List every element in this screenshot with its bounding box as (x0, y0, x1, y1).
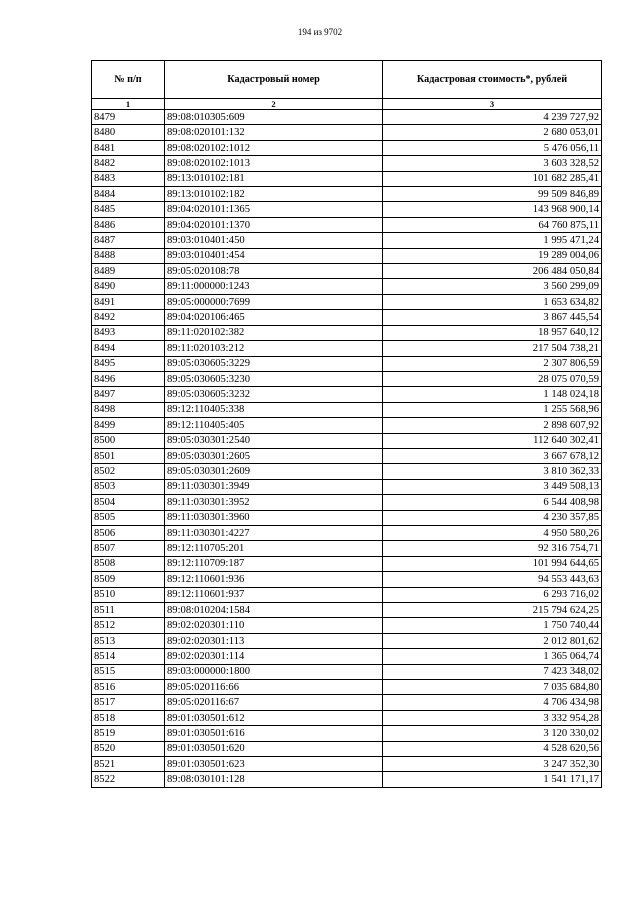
cadastral-value-cell: 3 247 352,30 (383, 757, 602, 772)
table-row (92, 294, 602, 309)
cadastral-number-cell: 89:05:030301:2605 (165, 448, 383, 463)
row-number-cell: 8516 (92, 680, 165, 695)
cadastral-value-cell: 3 332 954,28 (383, 710, 602, 725)
table-row (92, 264, 602, 279)
table-row (92, 356, 602, 371)
cadastral-value-cell: 3 810 362,33 (383, 464, 602, 479)
cadastral-value-cell: 92 316 754,71 (383, 541, 602, 556)
cadastral-value-cell: 2 012 801,62 (383, 633, 602, 648)
cadastral-number-cell: 89:05:030301:2540 (165, 433, 383, 448)
cadastral-value-cell: 217 504 738,21 (383, 341, 602, 356)
table-row (92, 572, 602, 587)
row-number-cell: 8519 (92, 726, 165, 741)
table-row (92, 371, 602, 386)
cadastral-number-cell: 89:05:020116:66 (165, 680, 383, 695)
cadastral-number-cell: 89:12:110405:338 (165, 402, 383, 417)
cadastral-number-cell: 89:08:020101:132 (165, 125, 383, 140)
table-row (92, 310, 602, 325)
table-row (92, 556, 602, 571)
cadastral-number-cell: 89:04:020101:1370 (165, 217, 383, 232)
cadastral-value-cell: 2 680 053,01 (383, 125, 602, 140)
row-number-cell: 8501 (92, 448, 165, 463)
row-number-cell: 8479 (92, 110, 165, 125)
table-row (92, 525, 602, 540)
table-header-row (92, 61, 602, 99)
cadastral-value-cell: 1 365 064,74 (383, 649, 602, 664)
cadastral-value-cell: 19 289 004,06 (383, 248, 602, 263)
cadastral-number-cell: 89:02:020301:113 (165, 633, 383, 648)
table-row (92, 757, 602, 772)
row-number-cell: 8492 (92, 310, 165, 325)
cadastral-value-cell: 3 449 508,13 (383, 479, 602, 494)
cadastral-number-cell: 89:03:010401:450 (165, 233, 383, 248)
row-number-cell: 8518 (92, 710, 165, 725)
row-number-cell: 8508 (92, 556, 165, 571)
cadastral-value-cell: 28 075 070,59 (383, 371, 602, 386)
table-row (92, 695, 602, 710)
cadastral-value-cell: 94 553 443,63 (383, 572, 602, 587)
cadastral-number-cell: 89:11:000000:1243 (165, 279, 383, 294)
cadastral-value-cell: 2 307 806,59 (383, 356, 602, 371)
cadastral-value-cell: 1 750 740,44 (383, 618, 602, 633)
table-row (92, 448, 602, 463)
row-number-cell: 8496 (92, 371, 165, 386)
row-number-cell: 8484 (92, 187, 165, 202)
cadastral-value-cell: 101 994 644,65 (383, 556, 602, 571)
cadastral-number-cell: 89:11:030301:3960 (165, 510, 383, 525)
cadastral-number-cell: 89:11:030301:3952 (165, 495, 383, 510)
cadastral-value-cell: 1 541 171,17 (383, 772, 602, 787)
row-number-cell: 8503 (92, 479, 165, 494)
cadastral-number-cell: 89:08:020102:1013 (165, 156, 383, 171)
table-row (92, 418, 602, 433)
cadastral-value-cell: 1 148 024,18 (383, 387, 602, 402)
cadastral-value-cell: 1 653 634,82 (383, 294, 602, 309)
column-number-row (92, 99, 602, 110)
cadastral-number-cell: 89:08:020102:1012 (165, 140, 383, 155)
cadastral-value-cell: 3 603 328,52 (383, 156, 602, 171)
cadastral-number-cell: 89:05:000000:7699 (165, 294, 383, 309)
row-number-cell: 8481 (92, 140, 165, 155)
cadastral-value-cell: 215 794 624,25 (383, 603, 602, 618)
table-row (92, 156, 602, 171)
row-number-cell: 8520 (92, 741, 165, 756)
table-row (92, 726, 602, 741)
column-number-1: 1 (92, 99, 165, 110)
cadastral-number-cell: 89:04:020101:1365 (165, 202, 383, 217)
table-row (92, 140, 602, 155)
cadastral-number-cell: 89:08:010204:1584 (165, 603, 383, 618)
cadastral-value-cell: 4 706 434,98 (383, 695, 602, 710)
header-cadastral-value: Кадастровая стоимость*, рублей (383, 61, 602, 99)
cadastral-value-table (91, 60, 602, 788)
cadastral-value-cell: 3 867 445,54 (383, 310, 602, 325)
cadastral-number-cell: 89:11:020102:382 (165, 325, 383, 340)
cadastral-number-cell: 89:11:030301:4227 (165, 525, 383, 540)
cadastral-number-cell: 89:05:030605:3229 (165, 356, 383, 371)
row-number-cell: 8509 (92, 572, 165, 587)
row-number-cell: 8499 (92, 418, 165, 433)
row-number-cell: 8480 (92, 125, 165, 140)
table-row (92, 187, 602, 202)
row-number-cell: 8489 (92, 264, 165, 279)
table-row (92, 510, 602, 525)
cadastral-value-cell: 1 255 568,96 (383, 402, 602, 417)
cadastral-number-cell: 89:05:030605:3232 (165, 387, 383, 402)
table-row (92, 741, 602, 756)
cadastral-value-cell: 4 950 580,26 (383, 525, 602, 540)
table-row (92, 217, 602, 232)
row-number-cell: 8490 (92, 279, 165, 294)
table-row (92, 387, 602, 402)
table-row (92, 680, 602, 695)
row-number-cell: 8497 (92, 387, 165, 402)
cadastral-value-cell: 18 957 640,12 (383, 325, 602, 340)
cadastral-number-cell: 89:05:020116:67 (165, 695, 383, 710)
table-row (92, 171, 602, 186)
cadastral-value-cell: 7 423 348,02 (383, 664, 602, 679)
row-number-cell: 8517 (92, 695, 165, 710)
row-number-cell: 8521 (92, 757, 165, 772)
table-row (92, 495, 602, 510)
row-number-cell: 8495 (92, 356, 165, 371)
header-cadastral-number: Кадастровый номер (165, 61, 383, 99)
table-row (92, 279, 602, 294)
column-number-3: 3 (383, 99, 602, 110)
cadastral-number-cell: 89:01:030501:616 (165, 726, 383, 741)
table-row (92, 710, 602, 725)
table-row (92, 587, 602, 602)
cadastral-value-cell: 99 509 846,89 (383, 187, 602, 202)
cadastral-number-cell: 89:01:030501:612 (165, 710, 383, 725)
row-number-cell: 8505 (92, 510, 165, 525)
table-row (92, 341, 602, 356)
table-row (92, 433, 602, 448)
cadastral-value-cell: 6 544 408,98 (383, 495, 602, 510)
row-number-cell: 8514 (92, 649, 165, 664)
header-row-number: № п/п (92, 61, 165, 99)
cadastral-number-cell: 89:08:030101:128 (165, 772, 383, 787)
row-number-cell: 8513 (92, 633, 165, 648)
cadastral-number-cell: 89:12:110601:937 (165, 587, 383, 602)
cadastral-number-cell: 89:05:020108:78 (165, 264, 383, 279)
cadastral-number-cell: 89:01:030501:623 (165, 757, 383, 772)
page-number: 194 из 9702 (297, 27, 343, 37)
cadastral-value-cell: 4 528 620,56 (383, 741, 602, 756)
row-number-cell: 8486 (92, 217, 165, 232)
table-row (92, 633, 602, 648)
table-row (92, 664, 602, 679)
cadastral-value-cell: 3 560 299,09 (383, 279, 602, 294)
table-row (92, 325, 602, 340)
cadastral-value-cell: 7 035 684,80 (383, 680, 602, 695)
row-number-cell: 8483 (92, 171, 165, 186)
cadastral-value-cell: 1 995 471,24 (383, 233, 602, 248)
row-number-cell: 8491 (92, 294, 165, 309)
table-row (92, 402, 602, 417)
row-number-cell: 8510 (92, 587, 165, 602)
row-number-cell: 8482 (92, 156, 165, 171)
table-row (92, 233, 602, 248)
row-number-cell: 8488 (92, 248, 165, 263)
table-row (92, 772, 602, 787)
column-number-2: 2 (165, 99, 383, 110)
row-number-cell: 8507 (92, 541, 165, 556)
cadastral-value-cell: 206 484 050,84 (383, 264, 602, 279)
cadastral-value-cell: 5 476 056,11 (383, 140, 602, 155)
table-row (92, 464, 602, 479)
cadastral-number-cell: 89:03:000000:1800 (165, 664, 383, 679)
row-number-cell: 8485 (92, 202, 165, 217)
cadastral-number-cell: 89:12:110405:405 (165, 418, 383, 433)
cadastral-number-cell: 89:11:020103:212 (165, 341, 383, 356)
cadastral-value-cell: 4 230 357,85 (383, 510, 602, 525)
cadastral-number-cell: 89:01:030501:620 (165, 741, 383, 756)
cadastral-number-cell: 89:02:020301:114 (165, 649, 383, 664)
cadastral-value-cell: 4 239 727,92 (383, 110, 602, 125)
cadastral-number-cell: 89:12:110709:187 (165, 556, 383, 571)
cadastral-number-cell: 89:13:010102:181 (165, 171, 383, 186)
cadastral-value-cell: 3 120 330,02 (383, 726, 602, 741)
row-number-cell: 8511 (92, 603, 165, 618)
cadastral-value-cell: 3 667 678,12 (383, 448, 602, 463)
row-number-cell: 8522 (92, 772, 165, 787)
table-row (92, 618, 602, 633)
table-row (92, 248, 602, 263)
cadastral-number-cell: 89:08:010305:609 (165, 110, 383, 125)
row-number-cell: 8487 (92, 233, 165, 248)
table-row (92, 110, 602, 125)
table-row (92, 649, 602, 664)
cadastral-number-cell: 89:04:020106:465 (165, 310, 383, 325)
row-number-cell: 8494 (92, 341, 165, 356)
cadastral-value-cell: 143 968 900,14 (383, 202, 602, 217)
row-number-cell: 8498 (92, 402, 165, 417)
cadastral-value-cell: 6 293 716,02 (383, 587, 602, 602)
cadastral-number-cell: 89:03:010401:454 (165, 248, 383, 263)
table-row (92, 125, 602, 140)
cadastral-value-cell: 101 682 285,41 (383, 171, 602, 186)
cadastral-number-cell: 89:13:010102:182 (165, 187, 383, 202)
cadastral-number-cell: 89:02:020301:110 (165, 618, 383, 633)
cadastral-number-cell: 89:11:030301:3949 (165, 479, 383, 494)
table-row (92, 541, 602, 556)
row-number-cell: 8504 (92, 495, 165, 510)
row-number-cell: 8512 (92, 618, 165, 633)
row-number-cell: 8500 (92, 433, 165, 448)
row-number-cell: 8515 (92, 664, 165, 679)
table-row (92, 479, 602, 494)
table-row (92, 202, 602, 217)
row-number-cell: 8506 (92, 525, 165, 540)
cadastral-value-cell: 2 898 607,92 (383, 418, 602, 433)
cadastral-number-cell: 89:12:110601:936 (165, 572, 383, 587)
cadastral-number-cell: 89:05:030605:3230 (165, 371, 383, 386)
cadastral-number-cell: 89:05:030301:2609 (165, 464, 383, 479)
cadastral-number-cell: 89:12:110705:201 (165, 541, 383, 556)
row-number-cell: 8502 (92, 464, 165, 479)
table-row (92, 603, 602, 618)
row-number-cell: 8493 (92, 325, 165, 340)
cadastral-value-cell: 112 640 302,41 (383, 433, 602, 448)
cadastral-value-cell: 64 760 875,11 (383, 217, 602, 232)
